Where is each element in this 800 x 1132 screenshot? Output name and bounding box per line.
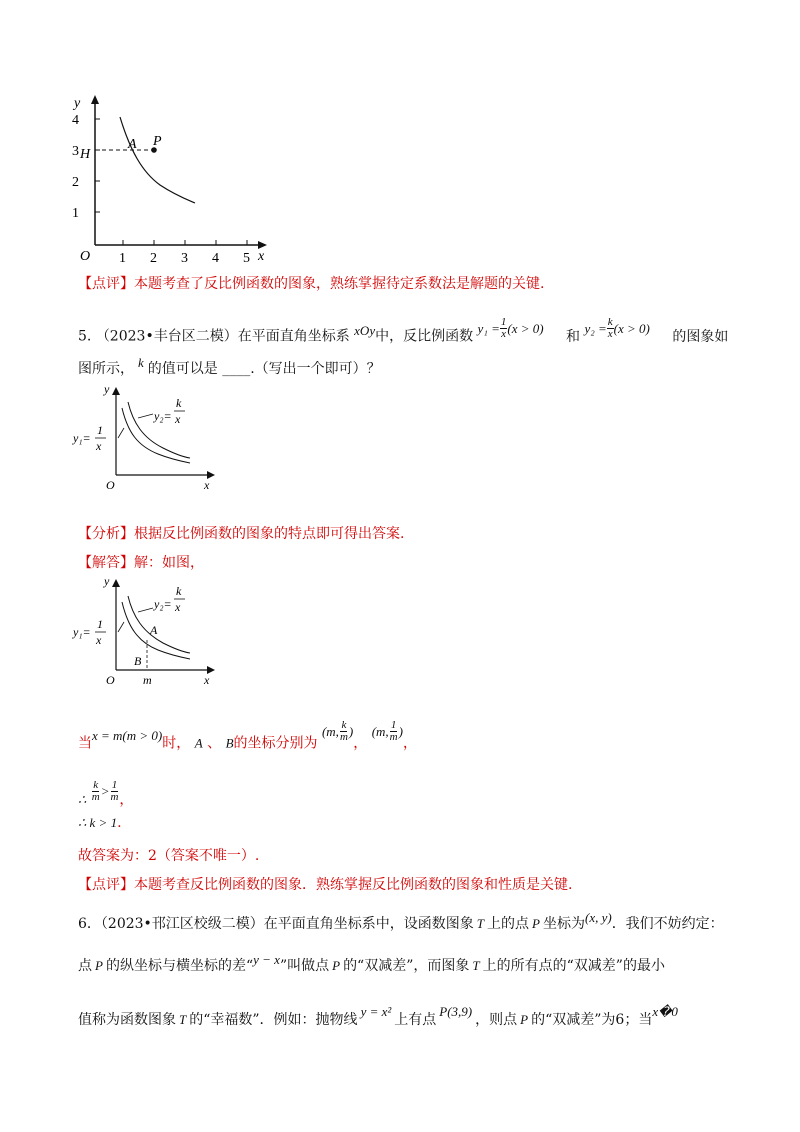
solution-line-3 xyxy=(78,815,122,831)
y-axis-arrow xyxy=(112,387,120,395)
sol1-pb-post: ) xyxy=(398,723,403,739)
q6-line-2 xyxy=(78,952,665,975)
y1-num: 1 xyxy=(97,423,103,437)
q5-y2-cond: (x > 0) xyxy=(613,320,650,336)
point-a-label: A xyxy=(128,137,137,152)
y2-pointer xyxy=(138,414,153,418)
sol1-pb-pre: (m, xyxy=(371,723,389,739)
point-a-label: A xyxy=(150,623,158,637)
sol1-comma: ， xyxy=(353,735,368,752)
q6-l3-d: ，则点 xyxy=(475,1012,518,1028)
q5-tail: 的图象如 xyxy=(672,328,729,345)
y1-pointer xyxy=(118,428,124,438)
q6-p3: P xyxy=(332,958,341,973)
y1-den: x xyxy=(96,633,102,647)
figure-3-graph xyxy=(68,570,228,688)
q6-l3-c: 上有点 xyxy=(394,1012,437,1028)
y2-den: x xyxy=(175,412,181,426)
q6-point: P(3,9) xyxy=(439,1004,473,1019)
q5-y2-fraction: $\frac{k}{x}$ xyxy=(607,316,613,340)
q6-xy: (x, y) xyxy=(584,910,612,925)
point-h-label: H xyxy=(80,147,91,162)
sol2-right-frac: $\frac{1}{m}$ xyxy=(110,779,119,803)
q6-parabola: y = x² xyxy=(360,1004,392,1019)
y-tick-4: 4 xyxy=(72,113,79,128)
sol2-gt: > xyxy=(100,783,110,799)
x-axis-arrow xyxy=(258,241,267,249)
q5-and: 和 xyxy=(566,328,581,345)
q6-t1: T xyxy=(476,916,485,931)
answer-head: 【解答】解：如图， xyxy=(78,555,204,571)
comment-2: 【点评】本题考查反比例函数的图象．熟练掌握反比例函数的图象和性质是关键. xyxy=(78,877,573,893)
sol1-pa-pre: (m, xyxy=(321,723,339,739)
q6-t3: T xyxy=(179,1012,187,1027)
origin-label: O xyxy=(106,478,115,492)
q6-l2-a: 点 xyxy=(78,958,92,974)
solution-line-1 xyxy=(78,719,417,755)
sol2-end: ， xyxy=(119,791,134,808)
point-b-label: B xyxy=(134,654,142,668)
q5-blank[interactable]: ____ xyxy=(222,361,251,377)
x-axis-label: x xyxy=(258,249,265,264)
q6-l3-e: 的“双减差”为6；当 xyxy=(531,1012,653,1028)
sol3-text: ∴ k > 1 xyxy=(78,815,118,830)
q6-t2: T xyxy=(472,958,480,973)
q6-p4: P xyxy=(520,1012,529,1027)
q6-p2: P xyxy=(95,958,103,973)
y-tick-2: 2 xyxy=(72,175,79,190)
solution-line-2 xyxy=(78,779,134,808)
x-tick-5: 5 xyxy=(243,251,250,265)
q5-source: （2023•丰台区二模）在平面直角坐标系 xyxy=(95,328,350,345)
q5-line-1 xyxy=(78,316,729,348)
x-axis-label: x xyxy=(204,478,210,492)
y2-num: k xyxy=(176,584,182,598)
q6-l2-d: 的“双减差”，而图象 xyxy=(343,958,470,974)
q6-l1-a: 6．（2023•邗江区校级二模）在平面直角坐标系中，设函数图象 xyxy=(78,916,474,932)
sol1-pa-post: ) xyxy=(348,723,354,739)
y1-label: y₁= xyxy=(73,431,91,445)
q5-y2-lhs: y₂ = xyxy=(584,320,607,336)
y-tick-3: 3 xyxy=(72,144,79,159)
y-axis-label: y xyxy=(104,382,110,396)
q6-l2-c: ”叫做点 xyxy=(279,958,330,974)
q6-l2-b: 的纵坐标与横坐标的差“ xyxy=(105,958,254,974)
x-tick-1: 1 xyxy=(119,251,126,265)
q6-tail: x�0 xyxy=(652,1004,678,1019)
q6-l3-a: 值称为函数图象 xyxy=(78,1012,176,1028)
y-axis-arrow xyxy=(112,579,120,587)
origin-label: O xyxy=(80,249,91,264)
y-axis-arrow xyxy=(91,95,99,104)
origin-label: O xyxy=(106,673,115,687)
sol1-cond: x = m(m > 0) xyxy=(92,727,163,743)
q5-number: 5. xyxy=(78,328,92,345)
q6-l1-d: ．我们不妨约定： xyxy=(611,916,724,932)
sol3-end: . xyxy=(117,815,122,831)
q6-diff: y − x xyxy=(253,952,280,967)
y1-label: y₁= xyxy=(73,625,91,639)
y-axis-label: y xyxy=(104,574,110,588)
sol1-end: ， xyxy=(402,735,417,752)
hyperbola-curve xyxy=(120,117,195,203)
q6-l1-b: 上的点 xyxy=(487,916,530,932)
y2-label: y₂= xyxy=(154,409,172,423)
y-axis-label: y xyxy=(74,96,81,111)
q6-line-1 xyxy=(78,910,724,933)
m-label: m xyxy=(143,673,152,687)
y-tick-1: 1 xyxy=(72,206,79,221)
q6-p1: P xyxy=(532,916,540,931)
sol1-sep: 、 xyxy=(207,735,222,752)
q5-line2-b: 的值可以是 xyxy=(147,361,218,377)
figure-1-graph xyxy=(60,90,280,265)
sol1-when: 当 xyxy=(78,735,92,752)
sol2-left-frac: $\frac{k}{m}$ xyxy=(91,779,100,803)
q5-coord: xOy xyxy=(354,322,376,338)
y1-den: x xyxy=(96,439,102,453)
q5-line-2 xyxy=(78,355,381,378)
sol1-point-a: A xyxy=(194,735,203,751)
x-axis-label: x xyxy=(204,673,210,687)
q6-line-3 xyxy=(78,1004,678,1029)
comment-1: 【点评】本题考查了反比例函数的图象，熟练掌握待定系数法是解题的关键. xyxy=(78,276,545,292)
sol1-point-b: B xyxy=(225,735,234,751)
sol2-therefore: ∴ xyxy=(78,791,87,807)
x-tick-4: 4 xyxy=(212,251,219,265)
sol1-time: 时， xyxy=(162,735,191,752)
q5-line2-c: .（写出一个即可）？ xyxy=(250,361,381,377)
final-answer: 故答案为：2（答案不唯一）. xyxy=(78,848,260,864)
q6-l2-e: 上的所有点的“双减差”的最小 xyxy=(482,958,665,974)
sol1-pb-frac: $\frac{1}{m}$ xyxy=(389,719,398,743)
y2-label: y₂= xyxy=(154,597,172,611)
x-tick-2: 2 xyxy=(150,251,157,265)
x-tick-3: 3 xyxy=(181,251,188,265)
y2-den: x xyxy=(175,600,181,614)
q5-y1-fraction: $\frac{1}{x}$ xyxy=(500,316,507,340)
q5-y1-cond: (x > 0) xyxy=(507,320,544,336)
sol1-pa-frac: $\frac{k}{m}$ xyxy=(339,719,348,743)
analysis: 【分析】根据反比例函数的图象的特点即可得出答案. xyxy=(78,526,405,542)
y1-num: 1 xyxy=(97,617,103,631)
figure-2-graph xyxy=(68,378,228,496)
q6-l3-b: 的“幸福数”．例如：抛物线 xyxy=(189,1012,358,1028)
q5-y1-lhs: y₁ = xyxy=(477,320,500,336)
y2-num: k xyxy=(176,396,182,410)
sol1-coords: 的坐标分别为 xyxy=(233,735,318,752)
q6-l1-c: 坐标为 xyxy=(542,916,585,932)
q5-line2-a: 图所示， xyxy=(78,361,134,377)
q5-k: k xyxy=(138,355,144,370)
q5-mid: 中，反比例函数 xyxy=(375,328,474,345)
point-p-label: P xyxy=(153,134,162,149)
